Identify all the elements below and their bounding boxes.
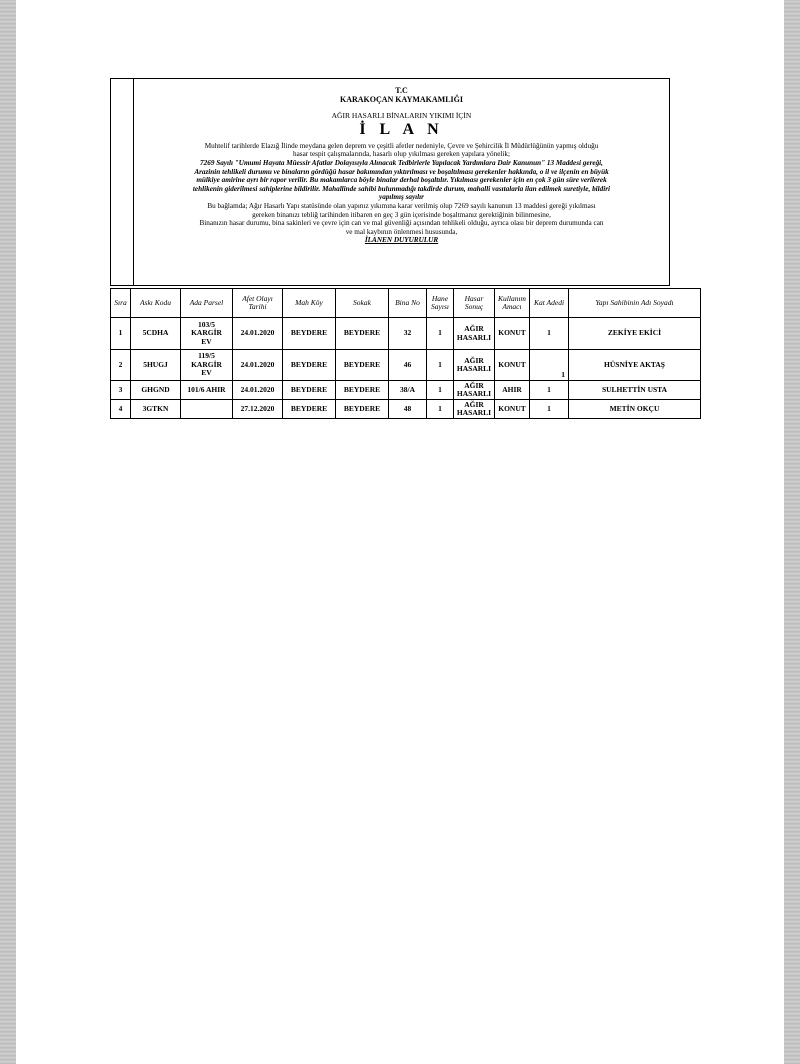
notice-para4-line2: ve mal kaybının önlenmesi hususunda,	[345, 227, 458, 236]
cell-sahip: HÜSNİYE AKTAŞ	[569, 350, 701, 381]
ada-line: 119/5	[198, 351, 215, 361]
header-afet-tarihi: Afet Olayı Tarihi	[233, 289, 283, 318]
cell-mah: BEYDERE	[283, 400, 336, 419]
cell-sira: 3	[111, 381, 131, 400]
header-ada-parsel: Ada Parsel	[181, 289, 233, 318]
cell-tarih: 24.01.2020	[233, 318, 283, 350]
cell-tarih: 24.01.2020	[233, 381, 283, 400]
hasar-line: HASARLI	[456, 408, 492, 417]
kat-value: 1	[561, 369, 565, 379]
cell-sahip: ZEKİYE EKİCİ	[569, 318, 701, 350]
hasar-line: HASARLI	[456, 389, 492, 398]
cell-aski: GHGND	[131, 381, 181, 400]
cell-mah: BEYDERE	[283, 318, 336, 350]
cell-sahip: SULHETTİN USTA	[569, 381, 701, 400]
cell-tarih: 27.12.2020	[233, 400, 283, 419]
cell-ada-parsel	[181, 318, 233, 350]
cell-sira: 2	[111, 350, 131, 381]
table-row	[111, 381, 701, 400]
notice-para2-line5: yapılmış sayılır	[379, 193, 424, 202]
cell-aski: 5HUGJ	[131, 350, 181, 381]
table-header-row	[111, 289, 701, 318]
cell-bina-no: 46	[389, 350, 427, 381]
cell-aski: 5CDHA	[131, 318, 181, 350]
table-row	[111, 318, 701, 350]
cell-hane: 1	[427, 400, 454, 419]
cell-hasar	[454, 318, 495, 350]
notice-para4-line1: Binanızın hasar durumu, bina sakinleri ve çevre için can ve mal güvenliği açısından tehlikeli olduğu, ayrıca olası bir deprem durumunda can	[199, 219, 604, 228]
cell-sahip: METİN OKÇU	[569, 400, 701, 419]
hasar-line: AĞIR	[464, 324, 484, 333]
table-row	[111, 400, 701, 419]
notice-tc: T.C	[395, 86, 408, 95]
ada-line: EV	[201, 368, 212, 378]
cell-hane: 1	[427, 381, 454, 400]
header-sira: Sıra	[111, 289, 131, 318]
ada-line: KARGİR	[191, 359, 222, 369]
hasar-line: AĞIR	[464, 380, 484, 390]
header-hane-sayisi: Hane Sayısı	[427, 289, 454, 318]
cell-hane: 1	[427, 350, 454, 381]
notice-para2-line3: mülkiye amirine ayrı bir rapor verilir. Bu makamlarca böyle binalar derhal boşaltılır. Yıkılması gerekenler için en çok 3 gün süre verilerek	[196, 176, 607, 185]
cell-sira: 4	[111, 400, 131, 419]
hasar-line: HASARLI	[456, 332, 492, 342]
cell-kat: 1	[530, 400, 569, 419]
cell-sira: 1	[111, 318, 131, 350]
cell-hasar	[454, 400, 495, 419]
header-kat-adedi: Kat Adedi	[530, 289, 569, 318]
header-bina-no: Bina No	[389, 289, 427, 318]
cell-kullanim: KONUT	[495, 400, 530, 419]
cell-sokak: BEYDERE	[336, 318, 389, 350]
header-kullanim: Kullanım Amacı	[495, 289, 530, 318]
notice-para2-line1: 7269 Sayılı "Umumi Hayata Müessir Afatlar Dolayısıyla Alınacak Tedbirlerle Yapılacak Yardımlara Dair Kanunun" 13 Maddesi gereği,	[200, 158, 603, 167]
notice-para2-line2: Arazinin tehlikeli durumu ve binaların gördüğü hasar bakımından yıktırılması ve boşaltılması gerekenler hakkında, o il ve ilçenin en büyük	[194, 167, 609, 176]
notice-box	[110, 78, 670, 286]
cell-hasar	[454, 381, 495, 400]
header-sokak: Sokak	[336, 289, 389, 318]
cell-kat: 1	[530, 318, 569, 350]
header-hasar-sonuc: Hasar Sonuç	[454, 289, 495, 318]
hasar-line: AĞIR	[464, 399, 484, 409]
notice-title: İ L A N	[359, 120, 444, 138]
notice-content	[133, 79, 669, 285]
cell-ada-parsel	[181, 350, 233, 381]
header-aski-kodu: Askı Kodu	[131, 289, 181, 318]
cell-ada-parsel: 101/6 AHIR	[181, 381, 233, 400]
cell-tarih: 24.01.2020	[233, 350, 283, 381]
notice-para2-line4: tehlikenin giderilmesi sahiplerine bildirilir. Mahallinde sahibi bulunmadığı takdirde durum, mahalli vasıtalarla ilan edilmek suretiyle, bildiri	[192, 184, 611, 193]
demolition-table	[110, 288, 701, 419]
cell-mah: BEYDERE	[283, 381, 336, 400]
ada-line: KARGİR	[191, 328, 222, 338]
cell-bina-no: 38/A	[389, 381, 427, 400]
hasar-line: AĞIR	[464, 355, 484, 365]
notice-authority: KARAKOÇAN KAYMAKAMLIĞI	[339, 94, 464, 104]
cell-mah: BEYDERE	[283, 350, 336, 381]
notice-subject: AĞIR HASARLI BİNALARIN YIKIMI İÇİN	[331, 111, 472, 121]
cell-sokak: BEYDERE	[336, 350, 389, 381]
table-row	[111, 350, 701, 381]
cell-bina-no: 32	[389, 318, 427, 350]
cell-kullanim: KONUT	[495, 350, 530, 381]
cell-hane: 1	[427, 318, 454, 350]
notice-para3-line2: gereken binanızı tebliğ tarihinden itibaren en geç 3 gün içerisinde boşaltmanız gerektiğinin bilinmesine,	[252, 210, 551, 219]
cell-hasar	[454, 350, 495, 381]
cell-kullanim: AHIR	[495, 381, 530, 400]
cell-bina-no: 48	[389, 400, 427, 419]
header-sahip: Yapı Sahibinin Adı Soyadı	[569, 289, 701, 318]
hasar-line: HASARLI	[456, 364, 492, 373]
cell-aski: 3GTKN	[131, 400, 181, 419]
scan-edge-left	[0, 0, 16, 1064]
cell-sokak: BEYDERE	[336, 381, 389, 400]
cell-kat	[530, 350, 569, 381]
notice-para1-line2: hasar tespit çalışmalarında, hasarlı olup yıkılması gereken yapılara yönelik;	[293, 150, 510, 159]
header-mah-koy: Mah Köy	[283, 289, 336, 318]
cell-kat: 1	[530, 381, 569, 400]
cell-kullanim: KONUT	[495, 318, 530, 350]
notice-para1-line1: Muhtelif tarihlerde Elazığ İlinde meydana gelen deprem ve çeşitli afetler nedeniyle, Çevre ve Şehircilik İl Müdürlüğünün yapmış olduğu	[204, 141, 599, 150]
ada-line: 103/5	[197, 319, 216, 329]
notice-para3-line1: Bu bağlamda; Ağır Hasarlı Yapı statüsünde olan yapınız yıkımına karar verilmiş olup 7269 sayılı kanunun 13 maddesi gereği yıkılması	[207, 201, 596, 210]
cell-ada-parsel	[181, 400, 233, 419]
scan-edge-right	[784, 0, 800, 1064]
cell-sokak: BEYDERE	[336, 400, 389, 419]
notice-closing: İLANEN DUYURULUR	[364, 236, 439, 245]
ada-line: EV	[201, 336, 212, 346]
